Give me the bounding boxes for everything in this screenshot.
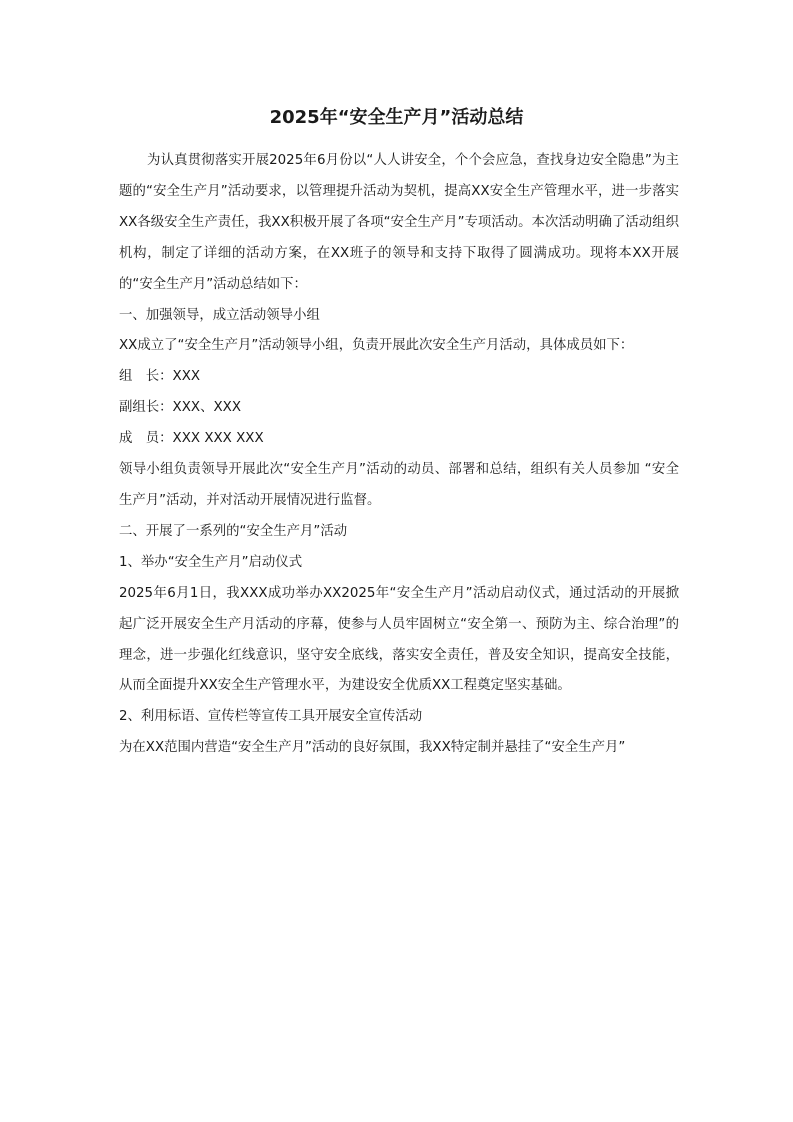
section-heading-2: 二、开展了一系列的“安全生产月”活动	[119, 523, 348, 539]
publicity-paragraph: 为在XX范围内营造“安全生产月”活动的良好氛围，我XX特定制并悬挂了“安全生产月”	[119, 740, 626, 756]
group-leader-line: 组 长：XXX	[119, 369, 201, 385]
document-title: 2025年“安全生产月”活动总结	[269, 107, 524, 128]
document-body	[119, 146, 679, 764]
subsection-heading-2: 2、利用标语、宣传栏等宣传工具开展安全宣传活动	[119, 709, 423, 725]
intro-paragraph: 为认真贯彻落实开展2025年6月份以“人人讲安全，个个会应急，查找身边安全隐患”为主题的“安全生产月”活动要求，以管理提升活动为契机，提高XX安全生产管理水平，进一步落实XX各级安全生产责任，我XX积极开展了各项“安全生产月”专项活动。本次活动明确了活动组织机构，制定了详细的活动方案，在XX班子的领导和支持下取得了圆满成功。现将本XX开展的“安全生产月”活动总结如下：	[119, 153, 679, 292]
section-heading-1: 一、加强领导，成立活动领导小组	[119, 307, 320, 323]
leader-group-intro: XX成立了“安全生产月”活动领导小组，负责开展此次安全生产月活动，具体成员如下：	[119, 338, 634, 354]
deputy-leader-line: 副组长：XXX、XXX	[119, 400, 241, 416]
subsection-heading-1: 1、举办“安全生产月”启动仪式	[119, 554, 303, 570]
members-line: 成 员：XXX XXX XXX	[119, 431, 264, 447]
launch-ceremony-paragraph: 2025年6月1日，我XXX成功举办XX2025年“安全生产月”活动启动仪式，通过活动的开展掀起广泛开展安全生产月活动的序幕，使参与人员牢固树立“安全第一、预防为主、综合治理”的理念，进一步强化红线意识，坚守安全底线，落实安全责任，普及安全知识，提高安全技能，从而全面提升XX安全生产管理水平，为建设安全优质XX工程奠定坚实基础。	[119, 585, 679, 694]
leader-group-duty-paragraph: 领导小组负责领导开展此次“安全生产月”活动的动员、部署和总结，组织有关人员参加 “安全生产月”活动，并对活动开展情况进行监督。	[119, 462, 679, 508]
